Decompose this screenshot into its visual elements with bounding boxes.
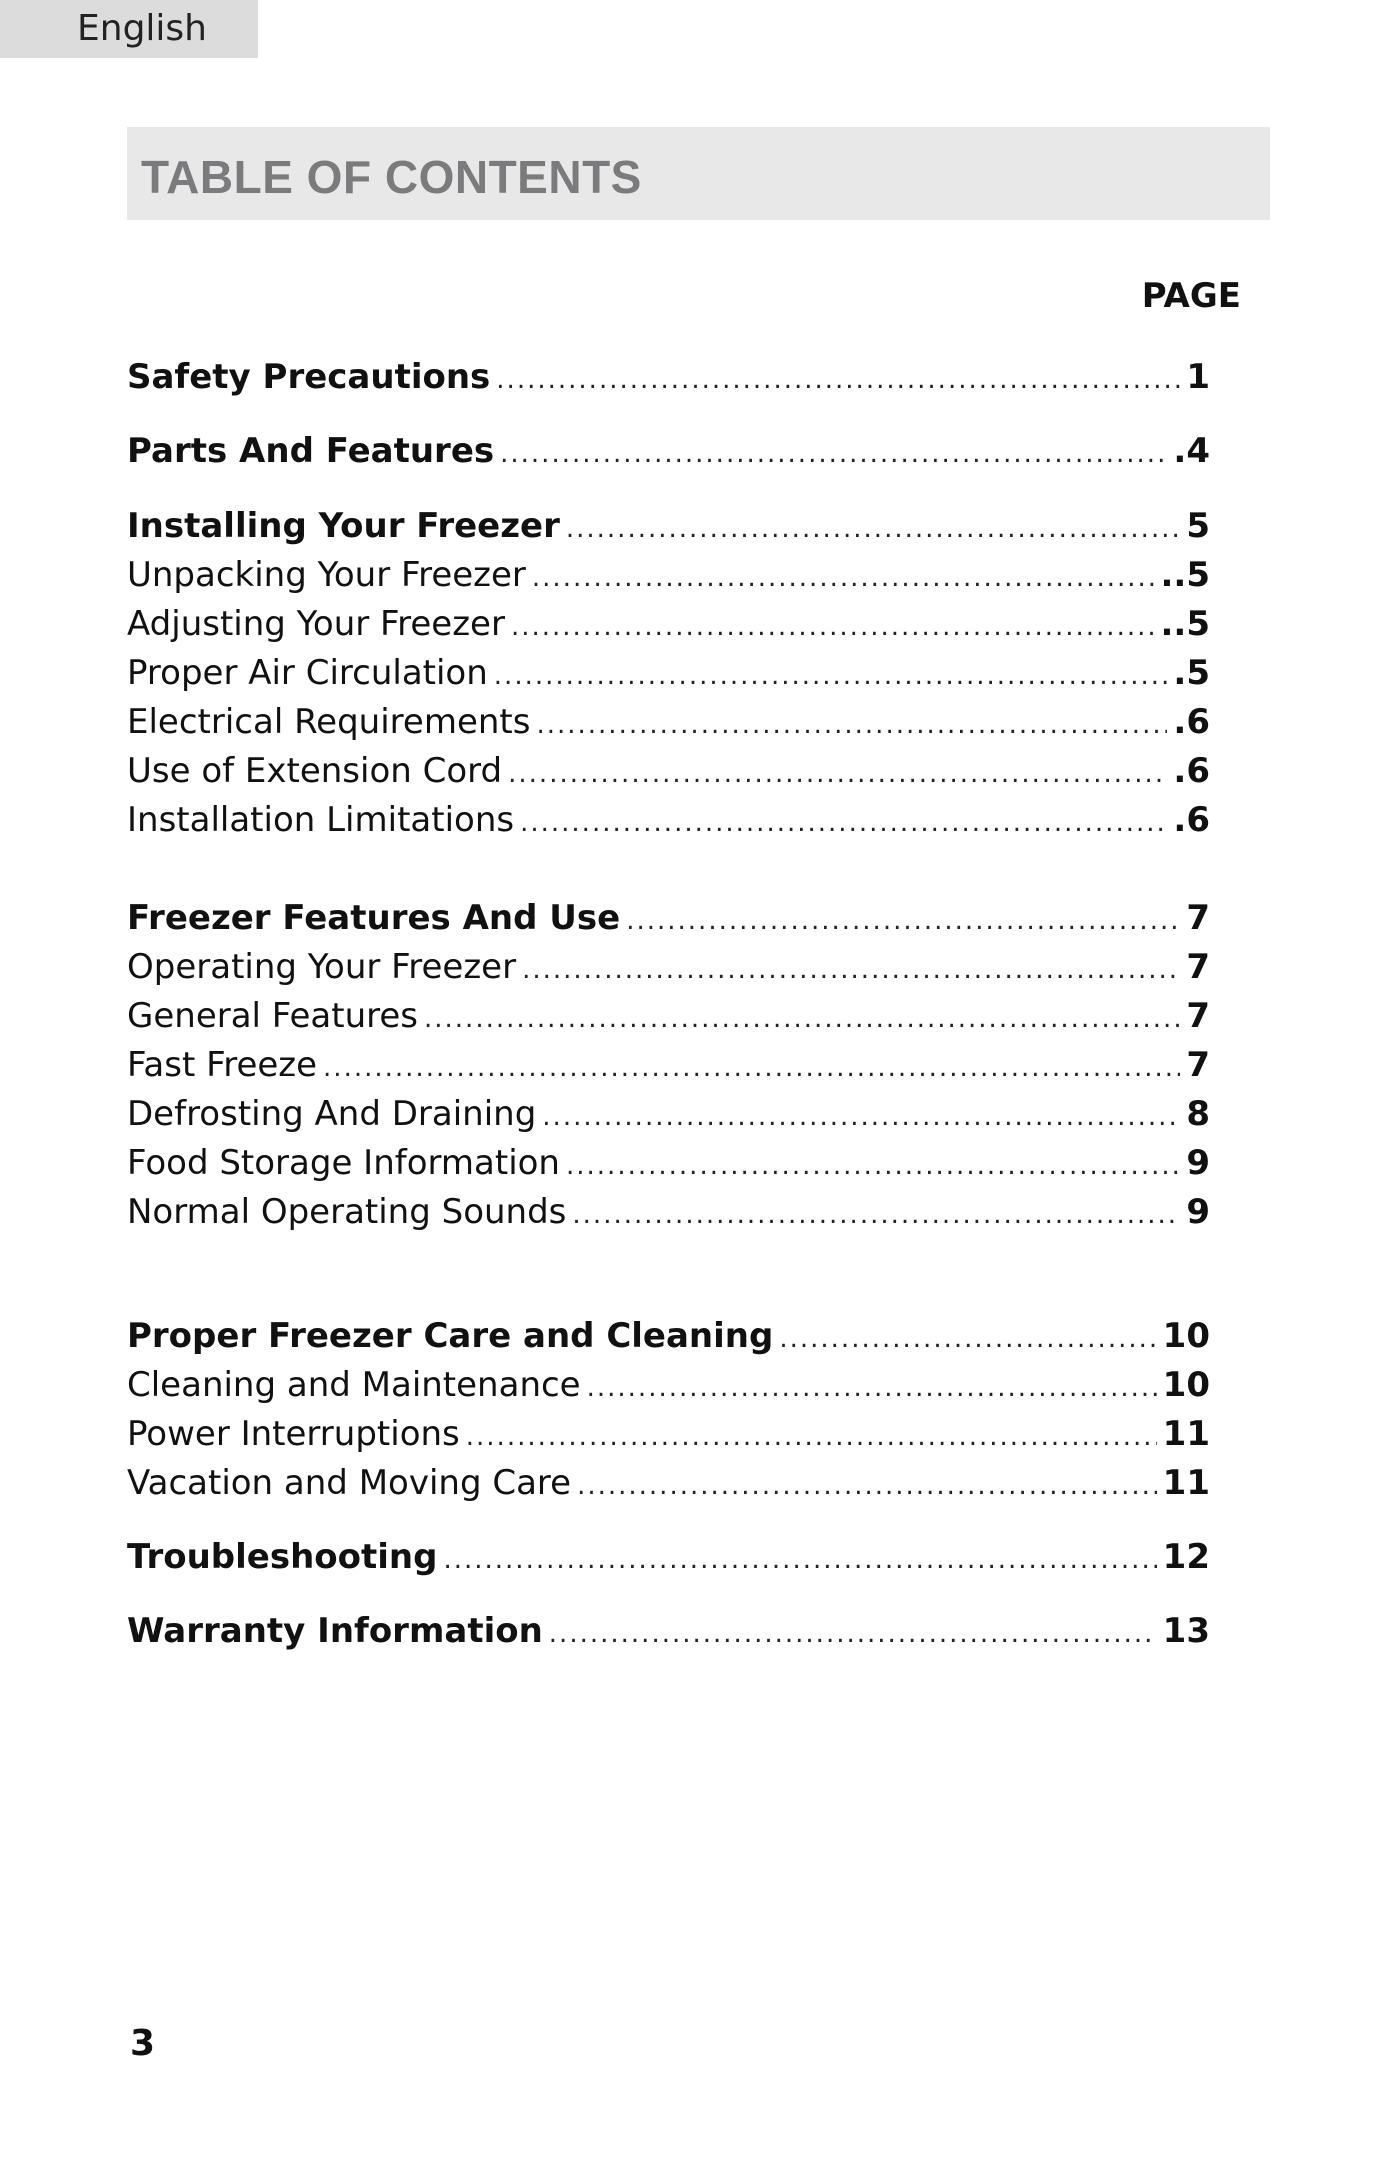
toc-entry-label: Troubleshooting <box>127 1537 438 1577</box>
toc-entry-page: 10 <box>1162 1365 1210 1405</box>
toc-dot-leader <box>626 898 1180 941</box>
toc-subsection-entry <box>127 944 1210 990</box>
toc-dot-leader <box>577 1463 1157 1506</box>
toc-entry-page: 9 <box>1186 1192 1210 1232</box>
toc-subsection-entry <box>127 601 1210 647</box>
toc-entry-page: 5 <box>1186 506 1210 546</box>
toc-subsection-entry <box>127 699 1210 745</box>
toc-entry-label: Freezer Features And Use <box>127 898 621 938</box>
toc-dot-leader <box>323 1045 1180 1088</box>
toc-subsection-entry <box>127 993 1210 1039</box>
toc-entry-label: General Features <box>127 996 418 1036</box>
toc-entry-page: .6 <box>1173 751 1210 791</box>
toc-subsection-entry <box>127 1189 1210 1235</box>
toc-entry-page: 10 <box>1162 1316 1210 1356</box>
toc-subsection-entry <box>127 1140 1210 1186</box>
toc-dot-leader <box>779 1316 1156 1359</box>
toc-subsection-entry <box>127 552 1210 598</box>
toc-entry-label: Electrical Requirements <box>127 702 531 742</box>
toc-subsection-entry <box>127 1362 1210 1408</box>
toc-entry-label: Operating Your Freezer <box>127 947 517 987</box>
toc-entry-label: Cleaning and Maintenance <box>127 1365 581 1405</box>
toc-dot-leader <box>522 947 1180 990</box>
toc-entry-page: 11 <box>1162 1414 1210 1454</box>
toc-entry-label: Unpacking Your Freezer <box>127 555 526 595</box>
toc-subsection-entry <box>127 1042 1210 1088</box>
toc-subsection-entry <box>127 748 1210 794</box>
toc-dot-leader <box>566 506 1180 549</box>
toc-section-entry <box>127 1534 1210 1580</box>
toc-entry-label: Normal Operating Sounds <box>127 1192 567 1232</box>
toc-section-entry <box>127 1313 1210 1359</box>
toc-entry-page: .5 <box>1173 653 1210 693</box>
toc-subsection-entry <box>127 650 1210 696</box>
toc-entry-label: Installation Limitations <box>127 800 515 840</box>
toc-entry-page: 7 <box>1186 947 1210 987</box>
toc-entry-label: Safety Precautions <box>127 357 491 397</box>
toc-dot-leader <box>587 1365 1157 1408</box>
page-number: 3 <box>130 2023 156 2064</box>
page-title: TABLE OF CONTENTS <box>141 151 642 203</box>
toc-entry-page: .6 <box>1173 702 1210 742</box>
toc-entry-label: Defrosting And Draining <box>127 1094 537 1134</box>
toc-entry-page: ..5 <box>1160 604 1210 644</box>
toc-dot-leader <box>496 357 1180 400</box>
toc-entry-label: Installing Your Freezer <box>127 506 560 546</box>
toc-subsection-entry <box>127 1411 1210 1457</box>
title-banner <box>127 127 1270 220</box>
toc-dot-leader <box>424 996 1180 1039</box>
toc-entry-label: Food Storage Information <box>127 1143 560 1183</box>
toc-dot-leader <box>508 751 1167 794</box>
toc-dot-leader <box>466 1414 1157 1457</box>
toc-section-entry <box>127 895 1210 941</box>
toc-entry-page: .6 <box>1173 800 1210 840</box>
toc-dot-leader <box>536 702 1167 745</box>
toc-entry-page: 1 <box>1186 357 1210 397</box>
language-tab: English <box>0 0 258 58</box>
toc-section-entry <box>127 1608 1210 1654</box>
toc-entry-page: .4 <box>1173 431 1210 471</box>
toc-entry-page: ..5 <box>1160 555 1210 595</box>
toc-entry-page: 7 <box>1186 1045 1210 1085</box>
toc-dot-leader <box>566 1143 1180 1186</box>
toc-section-entry <box>127 354 1210 400</box>
page-column-header: PAGE <box>1141 276 1241 316</box>
toc-dot-leader <box>542 1094 1180 1137</box>
toc-dot-leader <box>572 1192 1180 1235</box>
toc-entry-label: Vacation and Moving Care <box>127 1463 572 1503</box>
toc-dot-leader <box>500 431 1167 474</box>
toc-entry-label: Parts And Features <box>127 431 495 471</box>
toc-section-entry <box>127 503 1210 549</box>
toc-section-entry <box>127 428 1210 474</box>
toc-subsection-entry <box>127 797 1210 843</box>
toc-entry-page: 9 <box>1186 1143 1210 1183</box>
toc-entry-label: Fast Freeze <box>127 1045 318 1085</box>
toc-entry-page: 11 <box>1162 1463 1210 1503</box>
toc-entry-label: Proper Freezer Care and Cleaning <box>127 1316 774 1356</box>
toc-entry-label: Use of Extension Cord <box>127 751 503 791</box>
toc-entry-label: Adjusting Your Freezer <box>127 604 505 644</box>
toc-entry-label: Warranty Information <box>127 1611 543 1651</box>
toc-entry-page: 8 <box>1186 1094 1210 1134</box>
toc-dot-leader <box>511 604 1155 647</box>
toc-dot-leader <box>549 1611 1157 1654</box>
toc-entry-label: Power Interruptions <box>127 1414 460 1454</box>
toc-dot-leader <box>532 555 1155 598</box>
toc-entry-page: 12 <box>1162 1537 1210 1577</box>
toc-entry-page: 7 <box>1186 996 1210 1036</box>
toc-subsection-entry <box>127 1091 1210 1137</box>
toc-dot-leader <box>443 1537 1156 1580</box>
toc-dot-leader <box>520 800 1167 843</box>
toc-entry-page: 7 <box>1186 898 1210 938</box>
toc-dot-leader <box>494 653 1168 696</box>
toc-entry-page: 13 <box>1162 1611 1210 1651</box>
toc-subsection-entry <box>127 1460 1210 1506</box>
toc-entry-label: Proper Air Circulation <box>127 653 488 693</box>
